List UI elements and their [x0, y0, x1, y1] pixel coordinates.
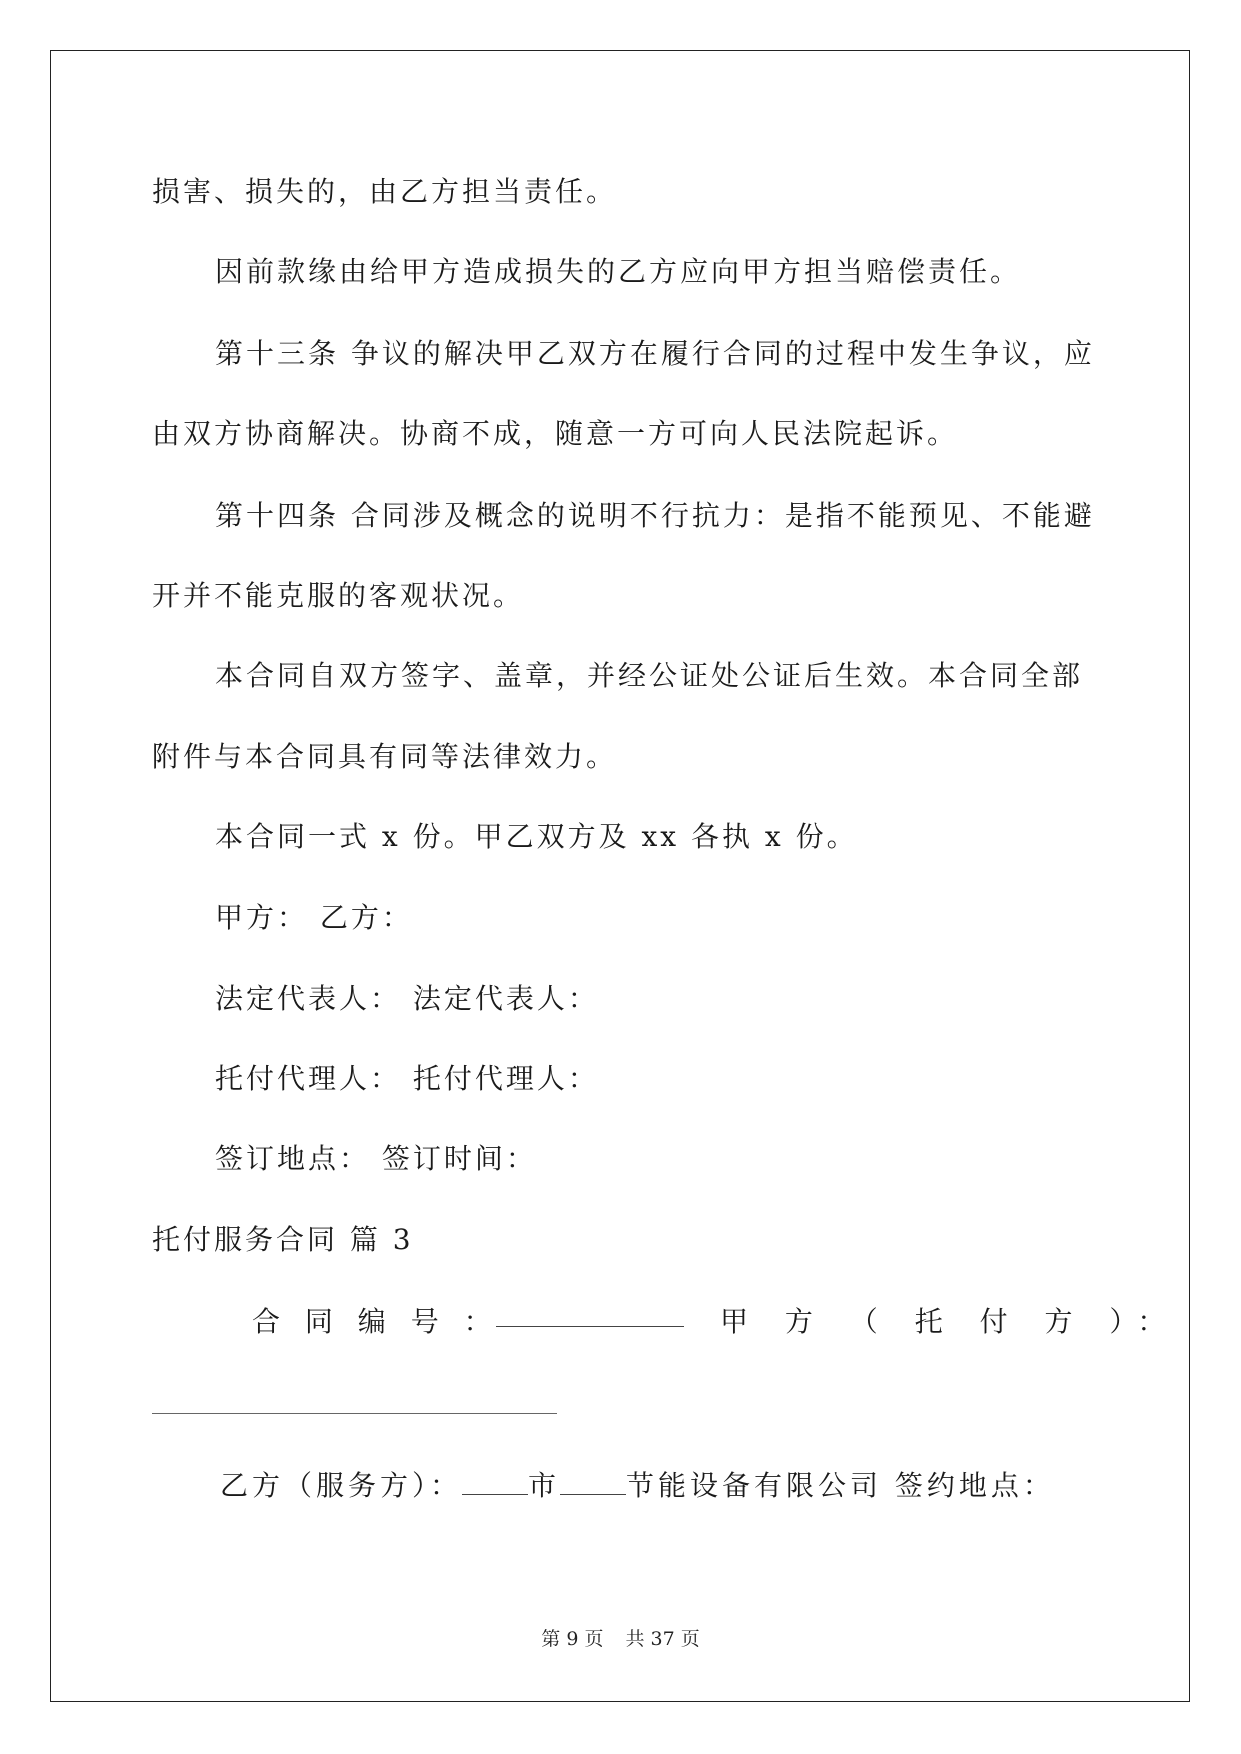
- paragraph-line: 附件与本合同具有同等法律效力。: [152, 740, 618, 773]
- paragraph-line: 开并不能克服的客观状况。: [152, 579, 525, 612]
- party-b-line: [220, 1466, 1055, 1506]
- party-b-company: 节能设备有限公司 签约地点：: [626, 1469, 1055, 1502]
- page-footer: [0, 1624, 1241, 1651]
- signature-place-line: 签订地点： 签订时间：: [215, 1142, 537, 1175]
- paragraph-line: 由双方协商解决。协商不成，随意一方可向人民法院起诉。: [152, 417, 959, 450]
- page-number-total: 共 37 页: [625, 1628, 700, 1650]
- company-blank: [560, 1470, 626, 1495]
- signature-agent-line: 托付代理人： 托付代理人：: [215, 1062, 599, 1095]
- contract-number-label: 合 同 编 号 ：: [252, 1305, 500, 1338]
- party-b-city: 市: [528, 1469, 561, 1502]
- party-a-label: 甲 方 （ 托 付 方 ）：: [720, 1305, 1180, 1338]
- paragraph-line: 第十四条 合同涉及概念的说明不行抗力：是指不能预见、不能避: [215, 499, 1095, 532]
- paragraph-line: 损害、损失的，由乙方担当责任。: [152, 175, 618, 208]
- paragraph-line: 第十三条 争议的解决甲乙双方在履行合同的过程中发生争议，应: [215, 337, 1095, 370]
- signature-party-line: 甲方： 乙方：: [215, 901, 413, 934]
- party-b-label: 乙方（服务方）：: [220, 1469, 463, 1502]
- paragraph-line: 因前款缘由给甲方造成损失的乙方应向甲方担当赔偿责任。: [215, 255, 1022, 288]
- signature-rep-line: 法定代表人： 法定代表人：: [215, 982, 599, 1015]
- paragraph-line: 本合同一式 x 份。甲乙双方及 xx 各执 x 份。: [215, 820, 858, 853]
- page-border: [50, 50, 1190, 1702]
- paragraph-line: 本合同自双方签字、盖章，并经公证处公证后生效。本合同全部: [215, 659, 1084, 692]
- contract-number-blank: [496, 1326, 684, 1327]
- page-number-current: 第 9 页: [541, 1628, 604, 1650]
- section-title: 托付服务合同 篇 3: [152, 1223, 414, 1256]
- party-a-blank: [152, 1413, 557, 1414]
- city-blank: [462, 1470, 528, 1495]
